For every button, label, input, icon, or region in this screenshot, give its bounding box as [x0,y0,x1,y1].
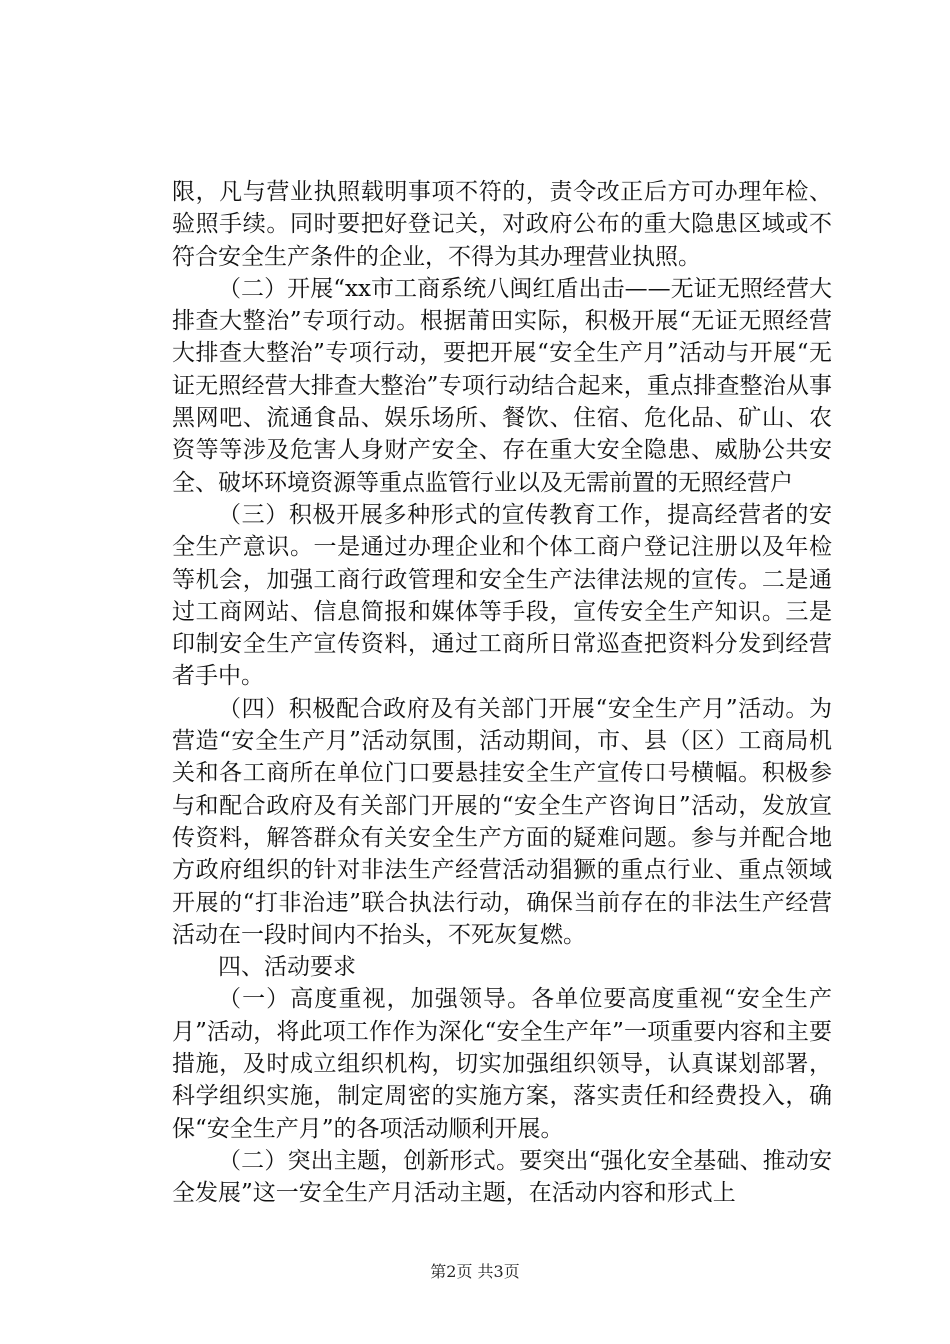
section-heading: 四、活动要求 [218,954,356,981]
paragraph-item-4: （四）积极配合政府及有关部门开展“安全生产月”活动。为营造“安全生产月”活动氛围，活动期间，市、县（区）工商局机关和各工商所在单位门口要悬挂安全生产宣传口号横幅。积极参与和配合政府及有关部门开展的“安全生产咨询日”活动，发放宣传资料，解答群众有关安全生产方面的疑难问题。参与并配合地方政府组织的针对非法生产经营活动猖獗的重点行业、重点领域开展的“打非治违”联合执法行动，确保当前存在的非法生产经营活动在一段时间内不抬头，不死灰复燃。 [172,695,832,948]
paragraph-requirement-2: （二）突出主题，创新形式。要突出“强化安全基础、推动安全发展”这一安全生产月活动主题，在活动内容和形式上 [172,1147,832,1207]
paragraph-item-3: （三）积极开展多种形式的宣传教育工作，提高经营者的安全生产意识。一是通过办理企业和个体工商户登记注册以及年检等机会，加强工商行政管理和安全生产法律法规的宣传。二是通过工商网站、信息简报和媒体等手段，宣传安全生产知识。三是印制安全生产宣传资料，通过工商所日常巡查把资料分发到经营者手中。 [172,501,832,690]
paragraph-requirement-1: （一）高度重视，加强领导。各单位要高度重视“安全生产月”活动，将此项工作作为深化“安全生产年”一项重要内容和主要措施，及时成立组织机构，切实加强组织领导，认真谋划部署，科学组织实施，制定周密的实施方案，落实责任和经费投入，确保“安全生产月”的各项活动顺利开展。 [172,986,832,1142]
page-number: 第2页 共3页 [430,1262,520,1281]
paragraph-item-2: （二）开展“xx市工商系统八闽红盾出击——无证无照经营大排查大整治”专项行动。根据莆田实际，积极开展“无证无照经营大排查大整治”专项行动，要把开展“安全生产月”活动与开展“无证无照经营大排查大整治”专项行动结合起来，重点排查整治从事黑网吧、流通食品、娱乐场所、餐饮、住宿、危化品、矿山、农资等等涉及危害人身财产安全、存在重大安全隐患、威胁公共安全、破坏环境资源等重点监管行业以及无需前置的无照经营户 [172,275,832,496]
document-body [172,176,832,1210]
paragraph-continuation: 限，凡与营业执照载明事项不符的，责令改正后方可办理年检、验照手续。同时要把好登记关，对政府公布的重大隐患区域或不符合安全生产条件的企业，不得为其办理营业执照。 [172,179,832,270]
page-footer [0,1262,950,1282]
